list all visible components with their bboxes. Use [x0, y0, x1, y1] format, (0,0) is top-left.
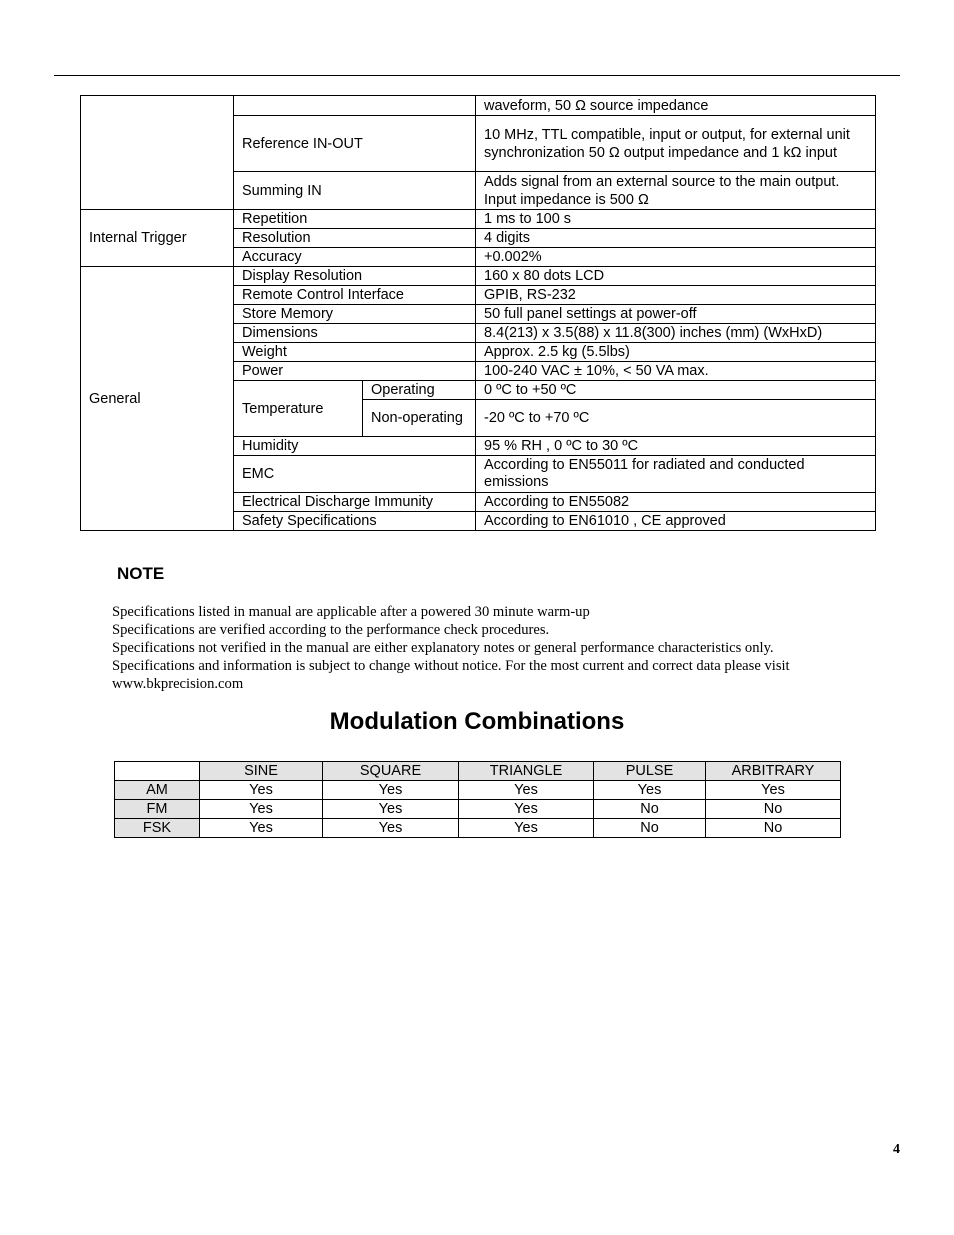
modulation-table — [114, 761, 841, 838]
modulation-header-square: SQUARE — [323, 762, 459, 781]
modulation-cell: No — [594, 800, 706, 819]
modulation-cell: No — [594, 819, 706, 838]
note-body — [112, 603, 852, 693]
modulation-cell: Yes — [200, 819, 323, 838]
spec-value: Approx. 2.5 kg (5.5lbs) — [476, 343, 876, 362]
spec-subcategory — [234, 96, 476, 116]
modulation-row-label: AM — [115, 781, 200, 800]
modulation-title: Modulation Combinations — [329, 708, 625, 735]
modulation-header-triangle: TRIANGLE — [459, 762, 594, 781]
modulation-cell: Yes — [706, 781, 841, 800]
modulation-row-fsk — [115, 819, 841, 838]
spec-subcategory: EMC — [234, 456, 476, 493]
modulation-cell: Yes — [323, 800, 459, 819]
spec-value: According to EN61010 , CE approved — [476, 512, 876, 531]
modulation-cell: Yes — [200, 800, 323, 819]
spec-value: 0 ºC to +50 ºC — [476, 381, 876, 400]
spec-value: 10 MHz, TTL compatible, input or output, for external unit synchronization 50 Ω output impedance and 1 kΩ input — [476, 116, 876, 172]
modulation-header-sine: SINE — [200, 762, 323, 781]
spec-subcategory: Weight — [234, 343, 476, 362]
modulation-cell: Yes — [323, 819, 459, 838]
modulation-header-corner — [115, 762, 200, 781]
modulation-row-label: FSK — [115, 819, 200, 838]
modulation-cell: No — [706, 800, 841, 819]
note-line: Specifications are verified according to the performance check procedures. — [112, 622, 550, 638]
spec-subcategory: Dimensions — [234, 324, 476, 343]
note-line: Specifications listed in manual are applicable after a powered 30 minute warm-up — [112, 604, 590, 620]
modulation-cell: No — [706, 819, 841, 838]
spec-condition-non-operating: Non-operating — [363, 400, 476, 437]
spec-subcategory-temperature: Temperature — [234, 381, 363, 437]
spec-value: Adds signal from an external source to the main output. Input impedance is 500 Ω — [476, 172, 876, 210]
spec-subcategory: Accuracy — [234, 248, 476, 267]
spec-value: According to EN55082 — [476, 493, 876, 512]
modulation-cell: Yes — [200, 781, 323, 800]
spec-subcategory: Summing IN — [234, 172, 476, 210]
spec-value: 100-240 VAC ± 10%, < 50 VA max. — [476, 362, 876, 381]
spec-category-cell-continued — [81, 96, 234, 210]
spec-value: -20 ºC to +70 ºC — [476, 400, 876, 437]
spec-value: 160 x 80 dots LCD — [476, 267, 876, 286]
spec-category-internal-trigger: Internal Trigger — [81, 210, 234, 267]
spec-category-general: General — [81, 267, 234, 531]
modulation-cell: Yes — [594, 781, 706, 800]
spec-subcategory: Reference IN-OUT — [234, 116, 476, 172]
modulation-row-fm — [115, 800, 841, 819]
spec-value: GPIB, RS-232 — [476, 286, 876, 305]
modulation-cell: Yes — [459, 781, 594, 800]
modulation-cell: Yes — [323, 781, 459, 800]
spec-value: 4 digits — [476, 229, 876, 248]
modulation-cell: Yes — [459, 800, 594, 819]
modulation-header-pulse: PULSE — [594, 762, 706, 781]
spec-value: waveform, 50 Ω source impedance — [476, 96, 876, 116]
spec-value: 8.4(213) x 3.5(88) x 11.8(300) inches (mm) (WxHxD) — [476, 324, 876, 343]
spec-condition-operating: Operating — [363, 381, 476, 400]
header-rule — [54, 75, 900, 76]
spec-value: According to EN55011 for radiated and conducted emissions — [476, 456, 876, 493]
spec-subcategory: Resolution — [234, 229, 476, 248]
spec-subcategory: Humidity — [234, 437, 476, 456]
spec-subcategory: Safety Specifications — [234, 512, 476, 531]
modulation-header-arbitrary: ARBITRARY — [706, 762, 841, 781]
spec-value: 95 % RH , 0 ºC to 30 ºC — [476, 437, 876, 456]
spec-value: 1 ms to 100 s — [476, 210, 876, 229]
note-heading: NOTE — [117, 564, 165, 583]
spec-subcategory: Store Memory — [234, 305, 476, 324]
modulation-cell: Yes — [459, 819, 594, 838]
modulation-row-am — [115, 781, 841, 800]
modulation-row-label: FM — [115, 800, 200, 819]
spec-subcategory: Remote Control Interface — [234, 286, 476, 305]
note-line: Specifications not verified in the manual are either explanatory notes or general performance characteristics only. — [112, 640, 774, 656]
spec-subcategory: Repetition — [234, 210, 476, 229]
spec-subcategory: Power — [234, 362, 476, 381]
spec-subcategory: Display Resolution — [234, 267, 476, 286]
note-line: Specifications and information is subject to change without notice. For the most current and correct data please visit www.bkprecision.com — [112, 658, 790, 692]
specifications-table — [80, 95, 876, 531]
spec-value: 50 full panel settings at power-off — [476, 305, 876, 324]
spec-value: +0.002% — [476, 248, 876, 267]
spec-subcategory: Electrical Discharge Immunity — [234, 493, 476, 512]
page-number: 4 — [893, 1142, 900, 1157]
